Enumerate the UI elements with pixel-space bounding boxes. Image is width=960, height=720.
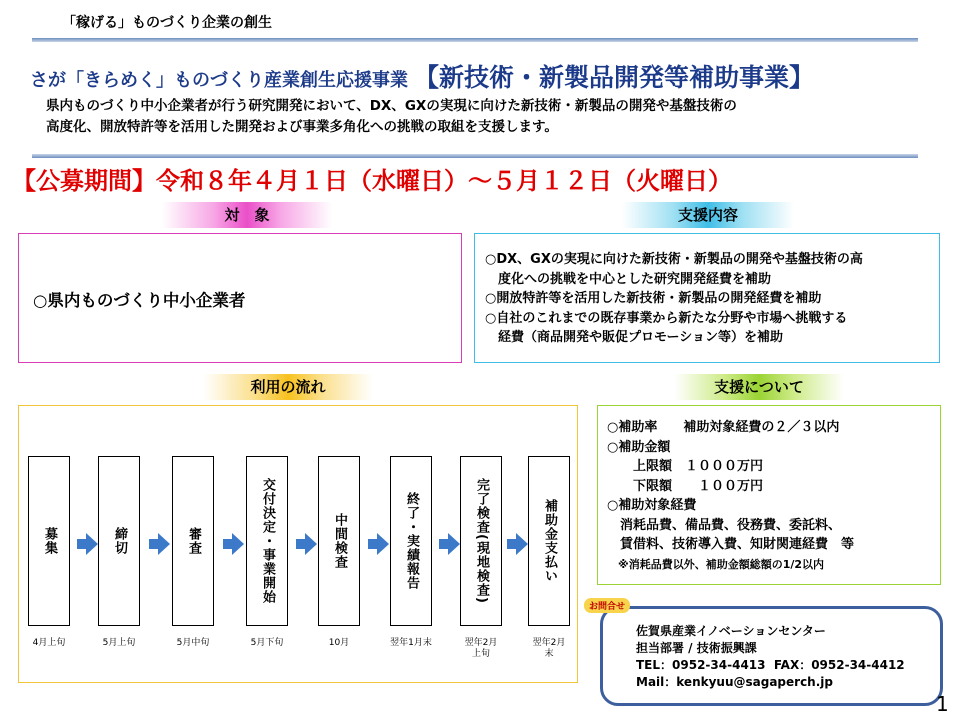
flow-step-date: 翌年1月末 — [390, 638, 432, 648]
flow-step — [318, 456, 360, 626]
contact-email[interactable]: Mail：kenkyuu@sagaperch.jp — [636, 675, 833, 689]
flow-step-date: 5月下旬 — [250, 638, 284, 648]
flow-box — [18, 405, 578, 683]
contact-line: 佐賀県産業イノベーションセンター — [636, 624, 826, 638]
flow-step — [390, 456, 432, 626]
support-content-box — [474, 233, 940, 363]
contact-box — [600, 606, 943, 706]
header-label: 「稼げる」ものづくり企業の創生 — [62, 15, 272, 31]
flow-step — [28, 456, 70, 626]
flow-heading: 利用の流れ — [203, 374, 373, 400]
about-line: ○補助対象経費 — [607, 498, 697, 513]
contact-line: TEL：0952-34-4413 FAX：0952-34-4412 — [636, 658, 905, 672]
about-heading: 支援について — [674, 374, 844, 400]
page-number: 1 — [936, 692, 949, 716]
flow-step-label: 募集 — [42, 527, 57, 555]
contact-line: 担当部署 / 技術振興課 — [636, 641, 757, 655]
description-line: 県内ものづくり中小企業者が行う研究開発において、DX、GXの実現に向けた新技術・新製品の開発や基盤技術の — [46, 98, 737, 114]
about-line: 下限額 １００万円 — [607, 478, 764, 494]
support-content-line: 経費（商品開発や販促プロモーション等）を補助 — [485, 330, 783, 345]
about-line: ○補助率 補助対象経費の２／３以内 — [607, 420, 840, 435]
flow-step-label: 完了検査(現地検査) — [474, 478, 489, 604]
about-list — [607, 418, 854, 574]
application-period: 【公募期間】令和８年４月１日（水曜日）～５月１２日（火曜日） — [12, 167, 732, 195]
flow-step-date: 翌年2月 上旬 — [464, 638, 498, 659]
flow-step-date: 翌年2月 末 — [532, 638, 566, 659]
target-heading: 対 象 — [162, 202, 332, 228]
flow-step-label: 中間検査 — [332, 513, 347, 569]
contact-badge: お問合せ — [584, 598, 630, 613]
target-box — [18, 233, 462, 363]
flow-step-label: 交付決定・事業開始 — [260, 478, 275, 604]
flow-step-date: 10月 — [328, 638, 350, 648]
about-line: 賃借料、技術導入費、知財関連経費 等 — [607, 537, 855, 552]
flow-step-date: 5月上旬 — [102, 638, 136, 648]
flow-step — [460, 456, 502, 626]
flow-step-date: 4月上旬 — [32, 638, 66, 648]
flow-step — [246, 456, 288, 626]
flow-step — [528, 456, 570, 626]
about-line: 上限額 １０００万円 — [607, 459, 764, 474]
flow-step-label: 締切 — [112, 527, 127, 555]
contact-list — [636, 623, 905, 691]
flow-step — [98, 456, 140, 626]
support-content-line: 度化への挑戦を中心とした研究開発経費を補助 — [485, 271, 772, 287]
title-program-name: さが「きらめく」ものづくり産業創生応援事業 — [30, 70, 408, 91]
about-line: ○補助金額 — [607, 439, 671, 455]
support-content-line: ○開放特許等を活用した新技術・新製品の開発経費を補助 — [485, 291, 822, 306]
about-note: ※消耗品費以外、補助金額総額の1/2以内 — [607, 557, 825, 571]
support-content-heading: 支援内容 — [622, 202, 794, 228]
header-divider — [32, 38, 918, 42]
support-content-line: ○DX、GXの実現に向けた新技術・新製品の開発や基盤技術の高 — [485, 252, 863, 267]
flow-step-label: 終了・実績報告 — [404, 492, 419, 590]
section-divider — [32, 154, 918, 158]
about-line: 消耗品費、備品費、役務費、委託料、 — [607, 517, 842, 533]
title-main: 【新技術・新製品開発等補助事業】 — [414, 63, 815, 92]
target-text: ○県内ものづくり中小企業者 — [33, 291, 246, 310]
flow-step — [172, 456, 214, 626]
support-content-line: ○自社のこれまでの既存事業から新たな分野や市場へ挑戦する — [485, 310, 848, 326]
description — [46, 96, 936, 138]
support-content-list — [485, 250, 935, 348]
description-line: 高度化、開放特許等を活用した開発および事業多角化への挑戦の取組を支援します。 — [46, 119, 558, 135]
flow-step-date: 5月中旬 — [176, 638, 210, 648]
page-title — [30, 58, 814, 94]
flow-step-label: 審査 — [186, 527, 201, 555]
about-box — [597, 405, 941, 585]
flow-step-label: 補助金支払い — [542, 499, 557, 583]
